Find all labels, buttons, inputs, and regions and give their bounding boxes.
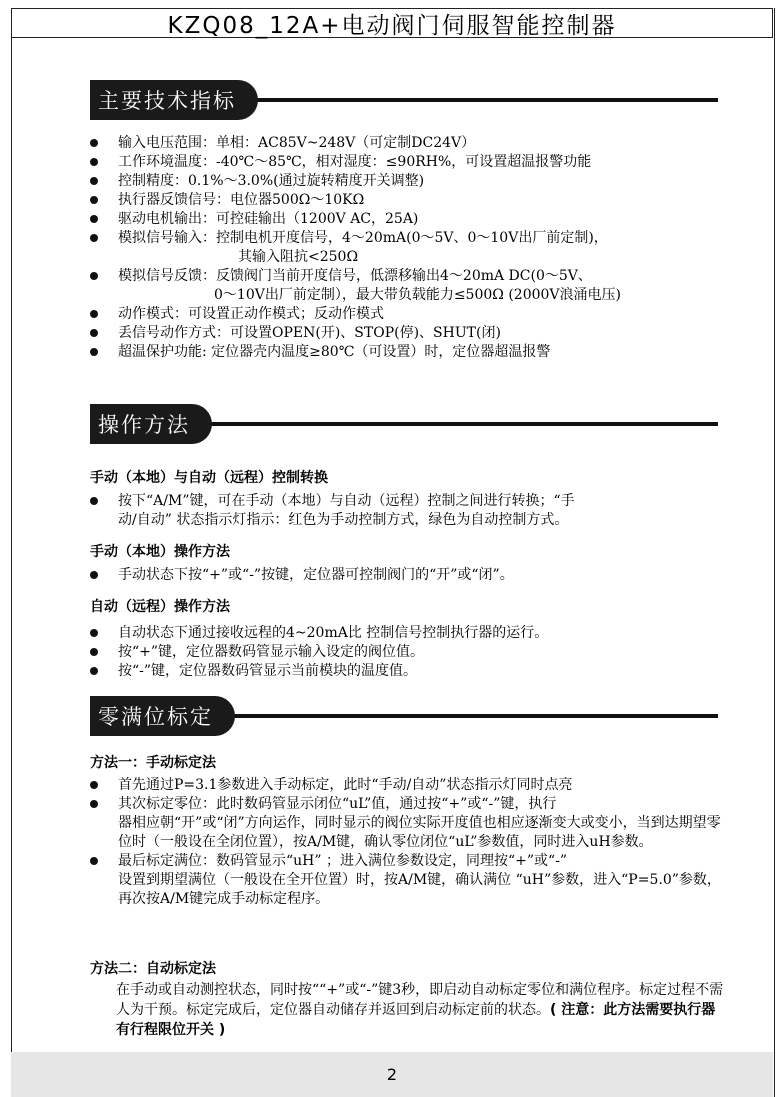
- page-footer: [11, 1052, 773, 1097]
- section-title: 操作方法: [90, 404, 212, 444]
- list-item-text: 模拟信号反馈：反馈阀门当前开度信号，低漂移输出4～20mA DC(0～5V、: [118, 268, 592, 284]
- list-item: [88, 566, 514, 585]
- list-item-continuation: 0～10V出厂前定制），最大带负载能力≤500Ω (2000V浪涌电压): [214, 287, 622, 303]
- list-item-continuation: 其输入阻抗<250Ω: [238, 249, 359, 265]
- section-header-calibration: [90, 696, 718, 736]
- list-item-text: 最后标定满位：数码管显示“uH” ；进入满位参数设定，同理按“+”或“-”: [118, 853, 568, 869]
- mode-switch-list: [88, 492, 728, 530]
- list-item-text: 控制精度：0.1%～3.0%(通过旋转精度开关调整): [118, 173, 425, 189]
- list-item-text: 输入电压范围：单相：AC85V~248V（可定制DC24V）: [118, 135, 476, 151]
- list-item: [88, 852, 728, 909]
- list-item-text: 按下“A/M”键，可在手动（本地）与自动（远程）控制之间进行转换；“手: [118, 493, 575, 509]
- list-item: [88, 229, 621, 267]
- list-item-continuation: 器相应朝“开”或“闭”方向运作，同时显示的阀位实际开度值也相应逐渐变大或变小，当到达期望零位时（一般设在全闭位置），按A/M键，确认零位闭位“uL”参数值，同时进入uH参数。: [118, 815, 721, 850]
- subheading-auto-operation: 自动（远程）操作方法: [90, 599, 230, 615]
- list-item-text: 驱动电机输出：可控硅输出（1200V AC，25A): [118, 211, 419, 227]
- specs-list: [88, 134, 621, 362]
- section-header-specs: [90, 80, 718, 120]
- manual-operation-list: [88, 566, 514, 585]
- list-item: [88, 624, 548, 643]
- list-item-text: 模拟信号输入：控制电机开度信号，4～20mA(0～5V、0～10V出厂前定制)，: [118, 230, 608, 246]
- list-item-continuation: 动/自动” 状态指示灯指示：红色为手动控制方式，绿色为自动控制方式。: [118, 512, 569, 528]
- list-item: [88, 172, 621, 191]
- list-item: [88, 153, 621, 172]
- list-item-text: 工作环境温度：-40℃～85℃，相对湿度：≤90RH%，可设置超温报警功能: [118, 154, 592, 170]
- list-item-text: 执行器反馈信号：电位器500Ω～10KΩ: [118, 192, 365, 208]
- auto-calibration-note: ( 注意：此方法需要执行器有行程限位开关 ): [116, 1002, 716, 1038]
- auto-calibration-body: 在手动或自动测控状态，同时按““+”或“-”键3秒，即启动自动标定零位和满位程序。标定过程不需人为干预。标定完成后，定位器自动储存并返回到启动标定前的状态。: [116, 982, 724, 1018]
- list-item-text: 手动状态下按“+”或“-”按键，定位器可控制阀门的“开”或“闭”。: [118, 567, 514, 583]
- list-item-text: 其次标定零位：此时数码管显示闭位“uL”值，通过按“+”或“-”键，执行: [118, 796, 557, 812]
- list-item: [88, 343, 621, 362]
- auto-operation-list: [88, 624, 548, 681]
- list-item: [88, 643, 548, 662]
- list-item: [88, 324, 621, 343]
- subheading-manual-operation: 手动（本地）操作方法: [90, 544, 230, 560]
- list-item-text: 按“-”键，定位器数码管显示当前模块的温度值。: [118, 663, 418, 679]
- list-item: [88, 795, 728, 852]
- list-item: [88, 492, 728, 530]
- list-item: [88, 662, 548, 681]
- list-item: [88, 267, 621, 305]
- page-number: 2: [386, 1065, 398, 1084]
- list-item: [88, 305, 621, 324]
- subheading-manual-calibration: 方法一：手动标定法: [90, 755, 216, 771]
- subheading-mode-switch: 手动（本地）与自动（远程）控制转换: [90, 470, 328, 486]
- section-title: 零满位标定: [90, 696, 235, 736]
- subheading-auto-calibration: 方法二：自动标定法: [90, 961, 216, 977]
- section-title: 主要技术指标: [90, 80, 258, 120]
- list-item-text: 丢信号动作方式：可设置OPEN(开)、STOP(停)、SHUT(闭): [118, 325, 501, 341]
- list-item-text: 超温保护功能: 定位器壳内温度≥80℃（可设置）时，定位器超温报警: [118, 344, 551, 360]
- list-item: [88, 210, 621, 229]
- list-item-text: 自动状态下通过接收远程的4~20mA比 控制信号控制执行器的运行。: [118, 625, 549, 641]
- list-item: [88, 191, 621, 210]
- list-item: [88, 134, 621, 153]
- list-item: [88, 776, 728, 795]
- manual-calibration-list: [88, 776, 728, 909]
- auto-calibration-text: [116, 980, 726, 1040]
- list-item-text: 按“+”键，定位器数码管显示输入设定的阀位值。: [118, 644, 425, 660]
- section-header-operation: [90, 404, 718, 444]
- list-item-text: 首先通过P=3.1参数进入手动标定，此时“手动/自动”状态指示灯同时点亮: [118, 777, 573, 793]
- list-item-text: 动作模式：可设置正动作模式；反动作模式: [118, 306, 384, 322]
- document-title: KZQ08_12A+电动阀门伺服智能控制器: [11, 8, 773, 38]
- list-item-continuation: 设置到期望满位（一般设在全开位置）时，按A/M键，确认满位 “uH”参数，进入“P=5.0”参数，再次按A/M键完成手动标定程序。: [118, 872, 721, 907]
